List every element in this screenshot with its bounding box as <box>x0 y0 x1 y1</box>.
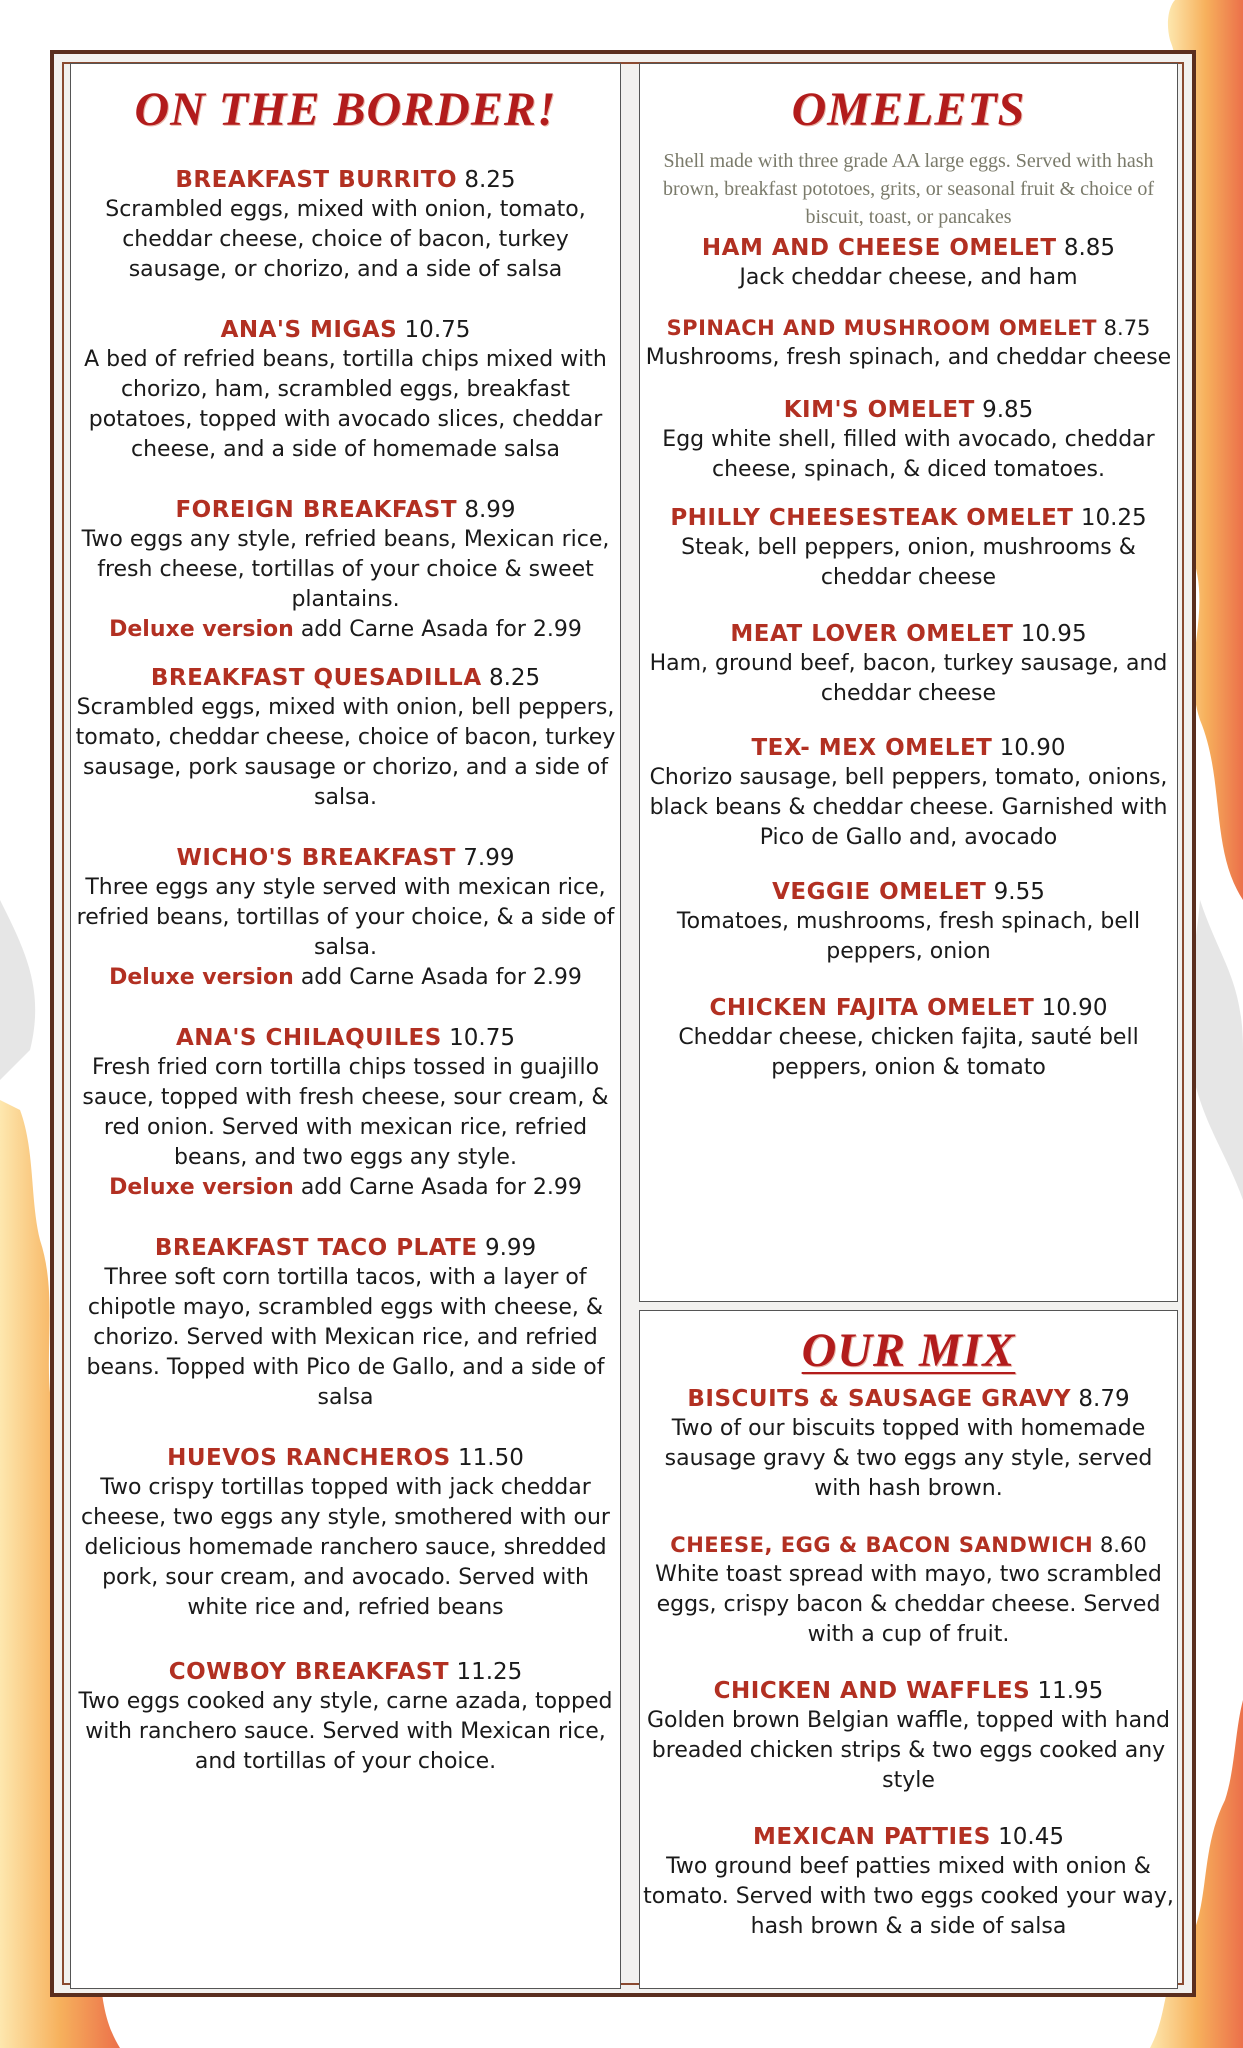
item-name: CHEESE, EGG & BACON SANDWICH <box>670 1533 1094 1557</box>
item-name: TEX- MEX OMELET <box>751 735 993 761</box>
item-description: Egg white shell, filled with avocado, cheddar cheese, spinach, & diced tomatoes. <box>662 427 1155 482</box>
item-description: Two of our biscuits topped with homemade sausage gravy & two eggs any style, served with hash brown. <box>664 1416 1153 1501</box>
item-price: 10.90 <box>1041 995 1108 1021</box>
deluxe-text: add Carne Asada for 2.99 <box>300 617 582 642</box>
item-name: WICHO'S BREAKFAST <box>176 845 456 871</box>
item-price: 8.85 <box>1063 235 1116 261</box>
item-price: 10.95 <box>1020 621 1087 647</box>
item-price: 8.60 <box>1099 1533 1147 1557</box>
item-price: 10.75 <box>404 317 471 343</box>
menu-item-philly-cheesesteak-omelet <box>640 503 1177 593</box>
menu-item-wichos-breakfast <box>71 843 620 993</box>
item-name: CHICKEN FAJITA OMELET <box>709 995 1035 1021</box>
item-name: CHICKEN AND WAFFLES <box>713 1678 1031 1704</box>
item-price: 11.95 <box>1037 1678 1104 1704</box>
item-price: 10.25 <box>1080 505 1147 531</box>
item-description: Two eggs any style, refried beans, Mexican rice, fresh cheese, tortillas of your choice & sweet plantains. <box>81 527 610 612</box>
menu-item-breakfast-taco-plate <box>71 1233 620 1413</box>
item-name: BREAKFAST TACO PLATE <box>154 1235 478 1261</box>
item-price: 8.79 <box>1078 1386 1130 1412</box>
deluxe-note <box>71 615 620 645</box>
item-description: Jack cheddar cheese, and ham <box>739 265 1078 290</box>
item-name: PHILLY CHEESESTEAK OMELET <box>670 505 1074 531</box>
item-description: Ham, ground beef, bacon, turkey sausage, and cheddar cheese <box>649 651 1168 706</box>
item-description: Three eggs any style served with mexican rice, refried beans, tortillas of your choice, & a side of salsa. <box>76 875 615 960</box>
item-name: VEGGIE OMELET <box>772 879 987 905</box>
item-name: HAM AND CHEESE OMELET <box>701 235 1057 261</box>
item-price: 8.75 <box>1103 316 1151 340</box>
menu-item-cowboy-breakfast <box>71 1657 620 1777</box>
item-description: Tomatoes, mushrooms, fresh spinach, bell peppers, onion <box>676 909 1141 964</box>
item-name: BISCUITS & SAUSAGE GRAVY <box>687 1386 1072 1412</box>
item-price: 11.25 <box>456 1659 523 1685</box>
item-price: 9.99 <box>484 1235 537 1261</box>
item-name: BREAKFAST QUESADILLA <box>150 665 482 691</box>
deluxe-text: add Carne Asada for 2.99 <box>300 1175 582 1200</box>
item-price: 10.45 <box>998 1824 1064 1850</box>
item-description: Mushrooms, fresh spinach, and cheddar cheese <box>645 345 1172 370</box>
menu-item-mexican-patties <box>640 1822 1177 1942</box>
menu-item-ham-and-cheese-omelet <box>640 233 1177 293</box>
menu-item-anas-chilaquiles <box>71 1023 620 1203</box>
item-price: 8.25 <box>464 167 516 193</box>
item-description: Golden brown Belgian waffle, topped with hand breaded chicken strips & two eggs cooked any style <box>647 1708 1170 1793</box>
omelets-intro: Shell made with three grade AA large eggs. Served with hash brown, breakfast pototoes, grits, or seasonal fruit & choice of biscuit, toast, or pancakes <box>663 150 1154 228</box>
section-title-our-mix: OUR MIX <box>801 1324 1016 1377</box>
menu-item-breakfast-burrito <box>71 165 620 285</box>
item-description: Fresh fried corn tortilla chips tossed in guajillo sauce, topped with fresh cheese, sour cream, & red onion. Served with mexican rice, refried beans, and two eggs any style. <box>82 1055 609 1170</box>
menu-item-breakfast-quesadilla <box>71 663 620 813</box>
section-title-on-the-border: ON THE BORDER! <box>134 83 557 136</box>
deluxe-label: Deluxe version <box>109 1175 294 1200</box>
our-mix-panel <box>639 1310 1178 1989</box>
deluxe-label: Deluxe version <box>109 617 294 642</box>
deluxe-note <box>71 963 620 993</box>
item-description: White toast spread with mayo, two scrambled eggs, crispy bacon & cheddar cheese. Served with a cup of fruit. <box>655 1562 1162 1647</box>
menu-item-biscuits-and-sausage-gravy <box>640 1384 1177 1504</box>
omelets-panel <box>639 63 1178 1302</box>
item-name: BREAKFAST BURRITO <box>175 167 458 193</box>
item-name: MEXICAN PATTIES <box>753 1824 991 1850</box>
item-price: 7.99 <box>463 845 515 871</box>
item-name: ANA'S MIGAS <box>220 317 398 343</box>
item-price: 8.25 <box>488 665 541 691</box>
item-price: 11.50 <box>458 1445 524 1471</box>
menu-item-anas-migas <box>71 315 620 465</box>
section-title-omelets: OMELETS <box>791 83 1026 136</box>
item-price: 8.99 <box>464 497 516 523</box>
item-description: Three soft corn tortilla tacos, with a layer of chipotle mayo, scrambled eggs with cheese, & chorizo. Served with Mexican rice, and refried beans. Topped with Pico de Gallo, and a side of salsa <box>86 1265 605 1410</box>
item-price: 10.75 <box>449 1025 515 1051</box>
item-description: Scrambled eggs, mixed with onion, bell peppers, tomato, cheddar cheese, choice of bacon, turkey sausage, pork sausage or chorizo, and a side of salsa. <box>75 695 616 810</box>
item-name: SPINACH AND MUSHROOM OMELET <box>666 316 1097 340</box>
menu-item-huevos-rancheros <box>71 1443 620 1623</box>
item-name: HUEVOS RANCHEROS <box>167 1445 451 1471</box>
menu-item-spinach-and-mushroom-omelet <box>640 313 1177 373</box>
item-name: KIM'S OMELET <box>783 397 975 423</box>
item-price: 10.90 <box>999 735 1066 761</box>
menu-item-veggie-omelet <box>640 877 1177 967</box>
item-description: Two eggs cooked any style, carne azada, topped with ranchero sauce. Served with Mexican rice, and tortillas of your choice. <box>78 1689 613 1774</box>
item-description: Two crispy tortillas topped with jack cheddar cheese, two eggs any style, smothered with our delicious homemade ranchero sauce, shredded pork, sour cream, and avocado. Served with white rice and, refried beans <box>81 1475 610 1620</box>
menu-item-tex-mex-omelet <box>640 733 1177 853</box>
item-name: COWBOY BREAKFAST <box>168 1659 450 1685</box>
item-description: Scrambled eggs, mixed with onion, tomato, cheddar cheese, choice of bacon, turkey sausage, or chorizo, and a side of salsa <box>105 197 586 282</box>
item-description: Chorizo sausage, bell peppers, tomato, onions, black beans & cheddar cheese. Garnished with Pico de Gallo and, avocado <box>649 765 1168 850</box>
menu-item-cheese-egg-bacon-sandwich <box>640 1530 1177 1650</box>
item-name: MEAT LOVER OMELET <box>730 621 1014 647</box>
item-description: Steak, bell peppers, onion, mushrooms & cheddar cheese <box>681 535 1136 590</box>
item-price: 9.55 <box>993 879 1045 905</box>
on-the-border-panel <box>70 63 621 1989</box>
item-name: ANA'S CHILAQUILES <box>176 1025 442 1051</box>
deluxe-label: Deluxe version <box>109 965 294 990</box>
menu-item-chicken-fajita-omelet <box>640 993 1177 1083</box>
menu-item-foreign-breakfast <box>71 495 620 645</box>
item-name: FOREIGN BREAKFAST <box>175 497 458 523</box>
item-description: Cheddar cheese, chicken fajita, sauté bell peppers, onion & tomato <box>678 1025 1139 1080</box>
item-description: A bed of refried beans, tortilla chips mixed with chorizo, ham, scrambled eggs, breakfast potatoes, topped with avocado slices, cheddar cheese, and a side of homemade salsa <box>84 347 607 462</box>
menu-item-chicken-and-waffles <box>640 1676 1177 1796</box>
deluxe-text: add Carne Asada for 2.99 <box>300 965 582 990</box>
menu-item-kims-omelet <box>640 395 1177 485</box>
menu-item-meat-lover-omelet <box>640 619 1177 709</box>
deluxe-note <box>71 1173 620 1203</box>
item-price: 9.85 <box>982 397 1034 423</box>
item-description: Two ground beef patties mixed with onion & tomato. Served with two eggs cooked your way, hash brown & a side of salsa <box>643 1854 1174 1939</box>
